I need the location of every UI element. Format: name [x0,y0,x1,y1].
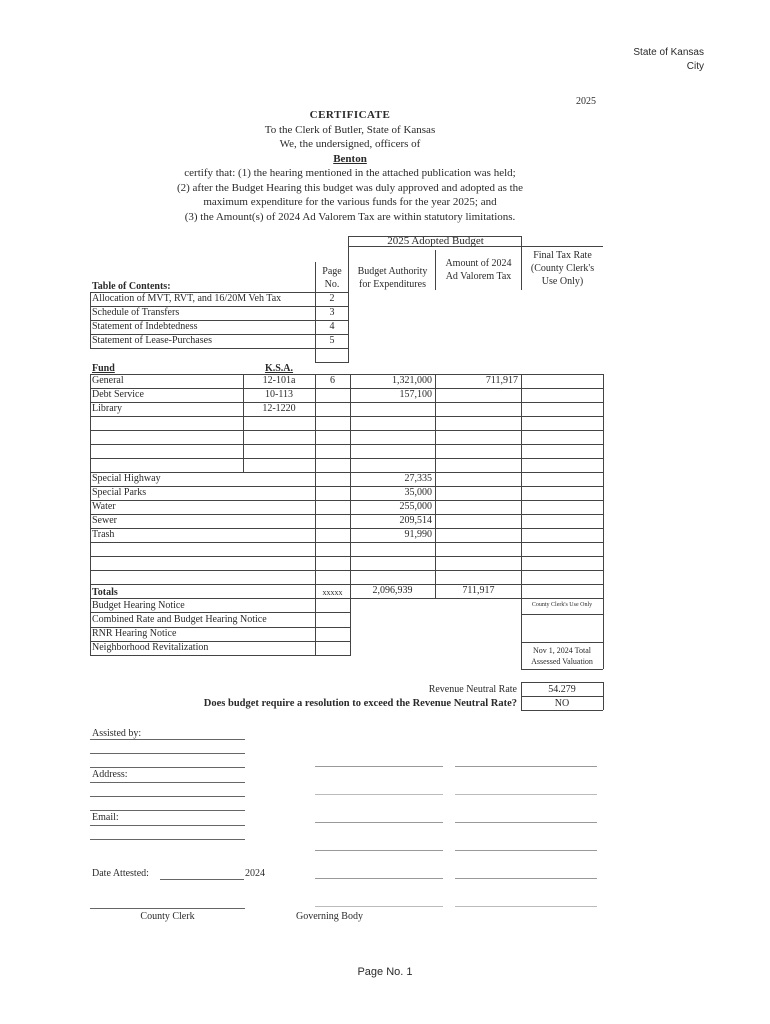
notice-item: Neighborhood Revitalization [92,642,209,653]
rnr-resolution-question: Does budget require a resolution to exceed the Revenue Neutral Rate? [203,698,517,709]
budget-authority-header-line2: for Expenditures [359,279,426,290]
toc-item-label: Allocation of MVT, RVT, and 16/20M Veh Tax [92,293,282,304]
fund-ad-valorem-tax: 711,917 [485,375,518,386]
state-label: State of Kansas [633,47,704,58]
toc-item-page: 4 [329,321,335,332]
county-clerk-signature-label: County Clerk [140,911,195,922]
certify-line-2: (2) after the Budget Hearing this budget was duly approved and adopted as the [176,181,524,194]
final-tax-rate-header-line1: Final Tax Rate [533,250,592,261]
toc-item-label: Statement of Lease-Purchases [92,335,212,346]
date-attested-year: 2024 [245,868,265,879]
fund-ksa: 10-113 [265,389,293,400]
fund-name: Debt Service [92,389,144,400]
fund-budget-authority: 35,000 [404,487,432,498]
totals-budget-authority: 2,096,939 [372,585,413,596]
address-label: Address: [92,769,128,780]
revenue-neutral-rate-value: 54.279 [548,684,576,695]
fund-budget-authority: 91,990 [404,529,432,540]
toc-item-page: 5 [329,335,335,346]
totals-ad-valorem-tax: 711,917 [462,585,495,596]
governing-body-label: Governing Body [296,911,363,922]
fund-name: Special Parks [92,487,147,498]
page-no-header [315,265,349,291]
ksa-column-header: K.S.A. [264,363,294,374]
budget-authority-header-line1: Budget Authority [357,266,428,277]
page-no-header-line2: No. [324,279,340,290]
toc-title: Table of Contents: [92,281,171,292]
certificate-to: To the Clerk of Butler, State of Kansas [264,123,436,136]
page-number: Page No. 1 [357,966,413,978]
fund-budget-authority: 27,335 [404,473,432,484]
municipality-name: Benton [333,152,367,165]
ad-valorem-header-line2: Ad Valorem Tax [445,271,512,282]
fund-name: Water [92,501,116,512]
fund-name: Trash [92,529,115,540]
notice-item: Combined Rate and Budget Hearing Notice [92,614,267,625]
notice-item: Budget Hearing Notice [92,600,185,611]
fund-name: Library [92,403,122,414]
toc-item-label: Schedule of Transfers [92,307,180,318]
fund-page: 6 [330,375,335,386]
toc-item-label: Statement of Indebtedness [92,321,198,332]
certify-line-4: (3) the Amount(s) of 2024 Ad Valorem Tax are within statutory limitations. [184,210,516,223]
assisted-by-label: Assisted by: [92,728,142,739]
date-attested-label: Date Attested: [92,868,149,879]
totals-label: Totals [92,587,118,598]
totals-page: xxxxx [322,588,343,597]
notice-item: RNR Hearing Notice [92,628,177,639]
page-no-header-line1: Page [322,266,342,277]
ad-valorem-header [436,257,521,283]
assessed-valuation-line2: Assessed Valuation [531,657,593,666]
fund-name: Special Highway [92,473,161,484]
fund-ksa: 12-101a [262,375,296,386]
toc-item-page: 3 [329,307,335,318]
adopted-budget-header: 2025 Adopted Budget [387,235,484,247]
revenue-neutral-rate-label: Revenue Neutral Rate [428,684,517,695]
rnr-resolution-answer: NO [554,698,570,709]
email-label: Email: [92,812,119,823]
certify-line-1: certify that: (1) the hearing mentioned in the attached publication was held; [184,167,516,179]
entity-type-label: City [686,61,704,72]
certificate-title: CERTIFICATE [309,109,391,121]
budget-authority-header [350,265,435,291]
fund-name: General [92,375,124,386]
fund-ksa: 12-1220 [262,403,296,414]
county-clerk-use-only: County Clerk's Use Only [531,602,593,608]
final-tax-rate-header-line3: Use Only) [541,276,584,287]
fund-budget-authority: 157,100 [399,389,432,400]
certificate-we: We, the undersigned, officers of [279,138,421,150]
certify-line-3: maximum expenditure for the various funds for the year 2025; and [203,196,497,208]
assessed-valuation-label [521,645,603,667]
fund-column-header: Fund [92,363,115,374]
certificate-block [100,108,600,224]
final-tax-rate-header-line2: (County Clerk's [530,263,595,274]
fund-budget-authority: 255,000 [399,501,432,512]
toc-item-page: 2 [329,293,335,304]
fund-name: Sewer [92,515,117,526]
fund-budget-authority: 209,514 [399,515,432,526]
fund-budget-authority: 1,321,000 [392,375,432,386]
assessed-valuation-line1: Nov 1, 2024 Total [533,646,591,655]
final-tax-rate-header [522,249,603,288]
budget-year: 2025 [576,96,596,107]
ad-valorem-header-line1: Amount of 2024 [445,258,512,269]
